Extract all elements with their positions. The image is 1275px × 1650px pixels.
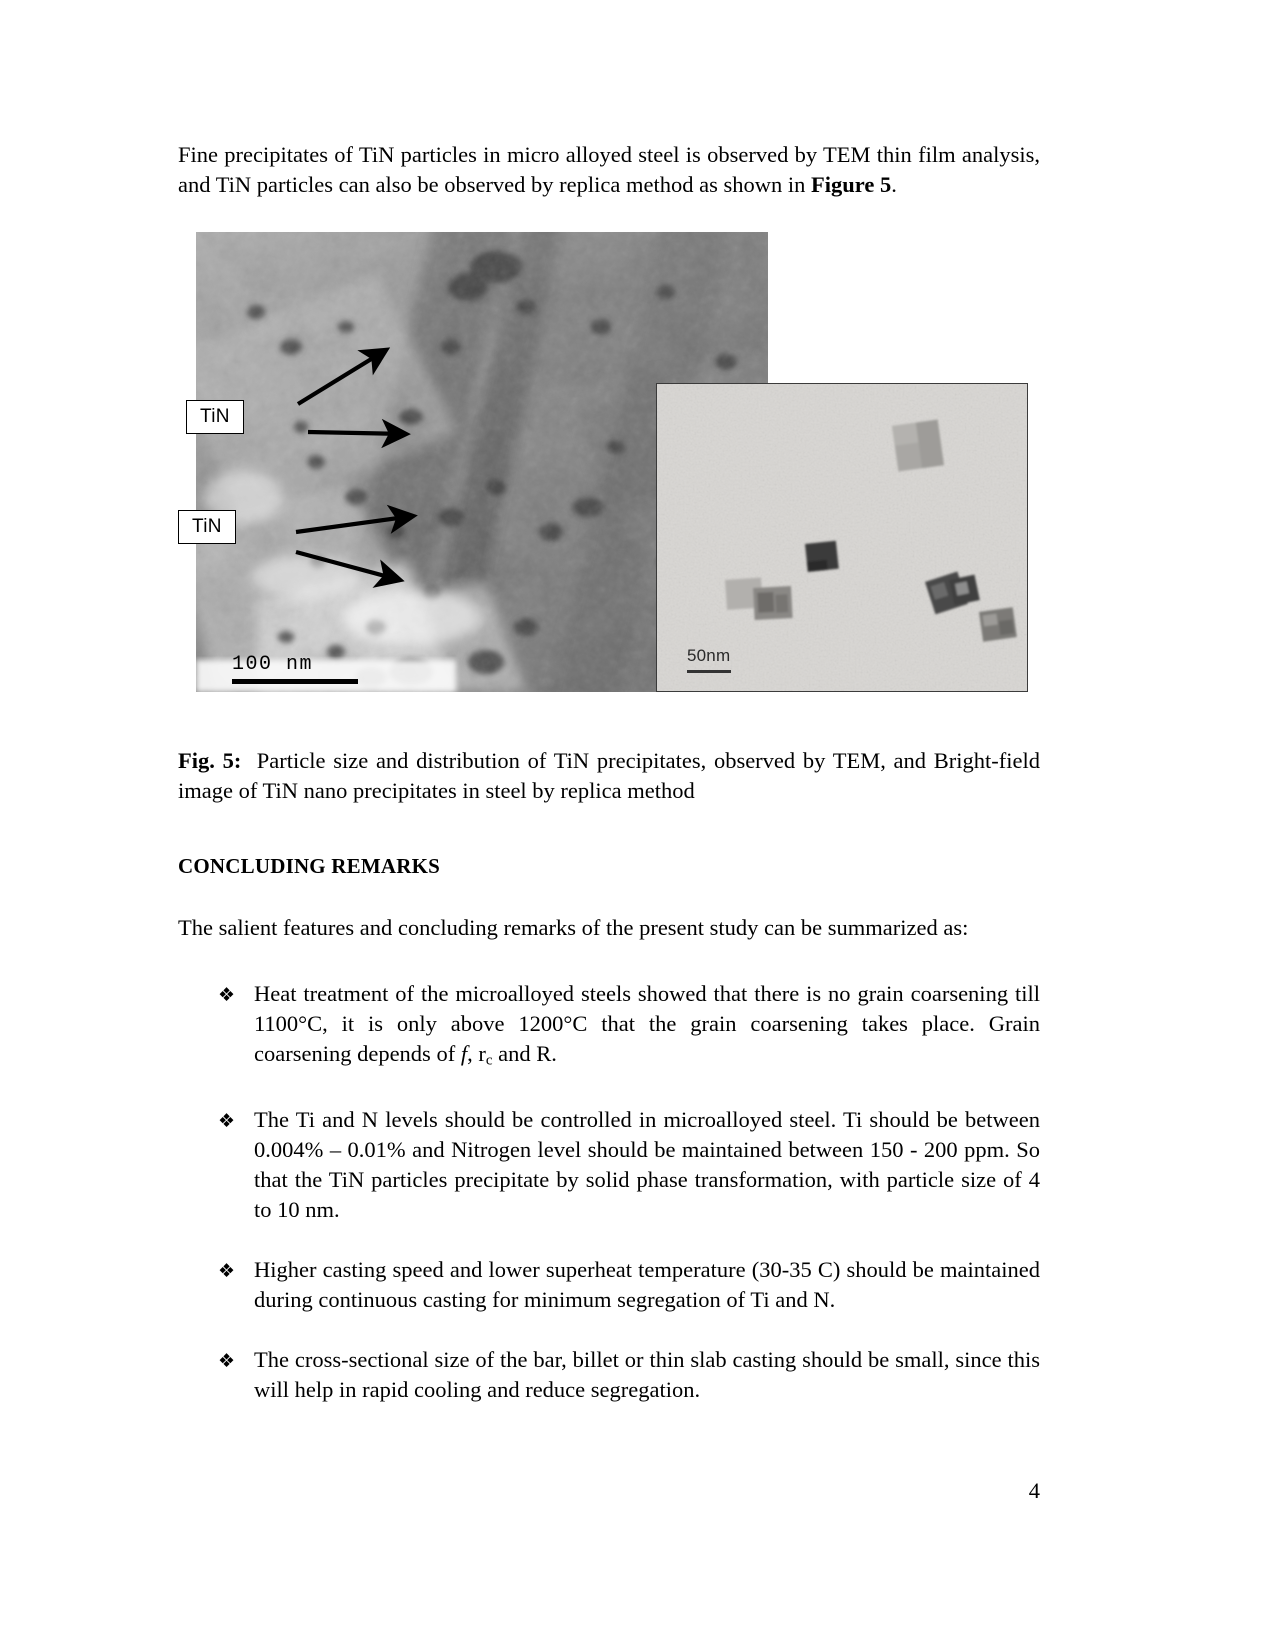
concluding-remarks-intro: The salient features and concluding remarks of the present study can be summarized as: xyxy=(178,915,969,940)
list-item-subscript: c xyxy=(485,1052,493,1069)
scalebar-inset-line xyxy=(687,670,731,673)
replica-inset-image xyxy=(656,383,1028,692)
concluding-remarks-heading: CONCLUDING REMARKS xyxy=(178,854,441,878)
figure-caption xyxy=(178,746,1040,806)
intro-paragraph-tail: . xyxy=(891,172,897,197)
list-item-text: The Ti and N levels should be controlled in microalloyed steel. Ti should be between 0.004% – 0.01% and Nitrogen level should be maintained between 150 - 200 ppm. So that the TiN particles precipitate by solid phase transformation, with particle size of 4 to 10 nm. xyxy=(254,1107,1040,1223)
list-item-text: Higher casting speed and lower superheat temperature (30-35 C) should be maintained during continuous casting for minimum segregation of Ti and N. xyxy=(254,1257,1040,1313)
tin-label-lower xyxy=(178,510,236,544)
list-item-text-part2: , r xyxy=(467,1041,486,1066)
list-item xyxy=(178,979,1040,1075)
list-item-text xyxy=(254,979,1040,1075)
intro-paragraph-text: Fine precipitates of TiN particles in micro alloyed steel is observed by TEM thin film analysis, and TiN particles can also be observed by replica method as shown in xyxy=(178,142,1040,197)
tin-label-lower-text: TiN xyxy=(192,516,222,537)
tin-label-upper-text: TiN xyxy=(200,406,230,427)
intro-paragraph xyxy=(178,140,1040,200)
list-item xyxy=(178,1105,1040,1225)
list-item-text: The cross-sectional size of the bar, billet or thin slab casting should be small, since this will help in rapid cooling and reduce segregation. xyxy=(254,1347,1040,1403)
diamond-bullet-icon: ❖ xyxy=(218,1260,236,1283)
scalebar-main xyxy=(232,653,358,684)
replica-micrograph-graphic xyxy=(657,384,1027,691)
page-number: 4 xyxy=(1028,1478,1040,1503)
figure-caption-prefix: Fig. 5: xyxy=(178,748,242,773)
list-item xyxy=(178,1345,1040,1405)
scalebar-inset xyxy=(687,646,731,673)
scalebar-inset-label: 50nm xyxy=(687,646,731,665)
figure-5 xyxy=(178,232,1040,702)
diamond-bullet-icon: ❖ xyxy=(218,1350,236,1373)
list-item-text-part3: and R. xyxy=(492,1041,557,1066)
list-item-italic-symbol: f xyxy=(460,1041,468,1066)
scalebar-main-line xyxy=(232,679,358,684)
figure-caption-text: Particle size and distribution of TiN precipitates, observed by TEM, and Bright-field image of TiN nano precipitates in steel by replica method xyxy=(178,748,1040,803)
list-item-text-part1: Heat treatment of the microalloyed steels showed that there is no grain coarsening till 1100°C, it is only above 1200°C that the grain coarsening takes place. Grain coarsening depends of xyxy=(254,981,1040,1066)
list-item xyxy=(178,1255,1040,1315)
figure-reference: Figure 5 xyxy=(811,172,892,197)
diamond-bullet-icon: ❖ xyxy=(218,1110,236,1133)
tin-label-upper xyxy=(186,400,244,434)
scalebar-main-label: 100 nm xyxy=(232,653,314,676)
diamond-bullet-icon: ❖ xyxy=(218,984,236,1006)
concluding-remarks-list xyxy=(178,979,1040,1405)
page-content xyxy=(178,140,1040,1503)
